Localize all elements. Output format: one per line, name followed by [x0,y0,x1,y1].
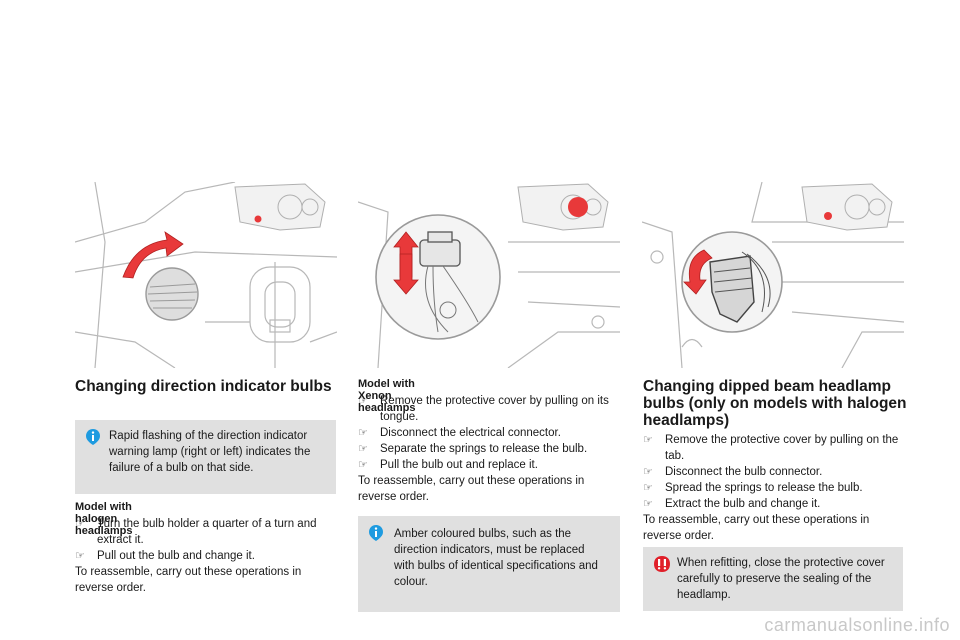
warning-note-text: When refitting, close the protective cover carefully to preserve the sealing of the headlamp. [677,557,885,601]
dipped-beam-drawing [642,182,904,368]
heading-dipped-beam: Changing dipped beam headlamp bulbs (only on models with halogen headlamps) [643,378,907,429]
illustration-indicator-bulb-holder [75,182,337,368]
step-item: ☞ Remove the protective cover by pulling on its tongue. [358,393,620,425]
info-icon [368,524,384,542]
step-item: ☞ Pull out the bulb and change it. [75,548,337,564]
warning-icon [653,555,671,573]
illustration-xenon-headlamp [358,182,620,368]
step-item: ☞ Separate the springs to release the bulb. [358,441,620,457]
subheading-halogen: Model with halogen headlamps [75,501,133,537]
info-note-flashing [75,420,336,494]
step-item: ☞ Extract the bulb and change it. [643,496,905,512]
step-item: ☞ Turn the bulb holder a quarter of a turn and extract it. [75,516,337,548]
step-item: ☞ Pull the bulb out and replace it. [358,457,620,473]
warning-note-refitting [643,547,903,611]
steps-dipped-beam [643,432,905,512]
xenon-headlamp-drawing [358,182,620,368]
steps-xenon [358,393,620,473]
info-note-amber [358,516,620,612]
info-note-text: Rapid flashing of the direction indicator warning lamp (right or left) indicates the failure of a bulb on that side. [109,430,311,474]
step-item: ☞ Remove the protective cover by pulling on the tab. [643,432,905,464]
step-item: ☞ Disconnect the electrical connector. [358,425,620,441]
info-note-text: Amber coloured bulbs, such as the direction indicators, must be replaced with bulbs of identical specifications and colour. [394,528,598,588]
heading-direction-indicator: Changing direction indicator bulbs [75,378,332,395]
step-item: ☞ Spread the springs to release the bulb. [643,480,905,496]
step-item: ☞ Disconnect the bulb connector. [643,464,905,480]
subheading-xenon: Model with Xenon headlamps [358,378,416,414]
footer-watermark: carmanualsonline.info [764,615,950,635]
info-icon [85,428,101,446]
indicator-holder-drawing [75,182,337,368]
reassemble-text: To reassemble, carry out these operations in reverse order. [75,566,302,594]
reassemble-text: To reassemble, carry out these operations in reverse order. [643,514,870,542]
illustration-dipped-beam [642,182,904,368]
steps-halogen-indicator [75,516,337,564]
reassemble-text: To reassemble, carry out these operations in reverse order. [358,475,585,503]
